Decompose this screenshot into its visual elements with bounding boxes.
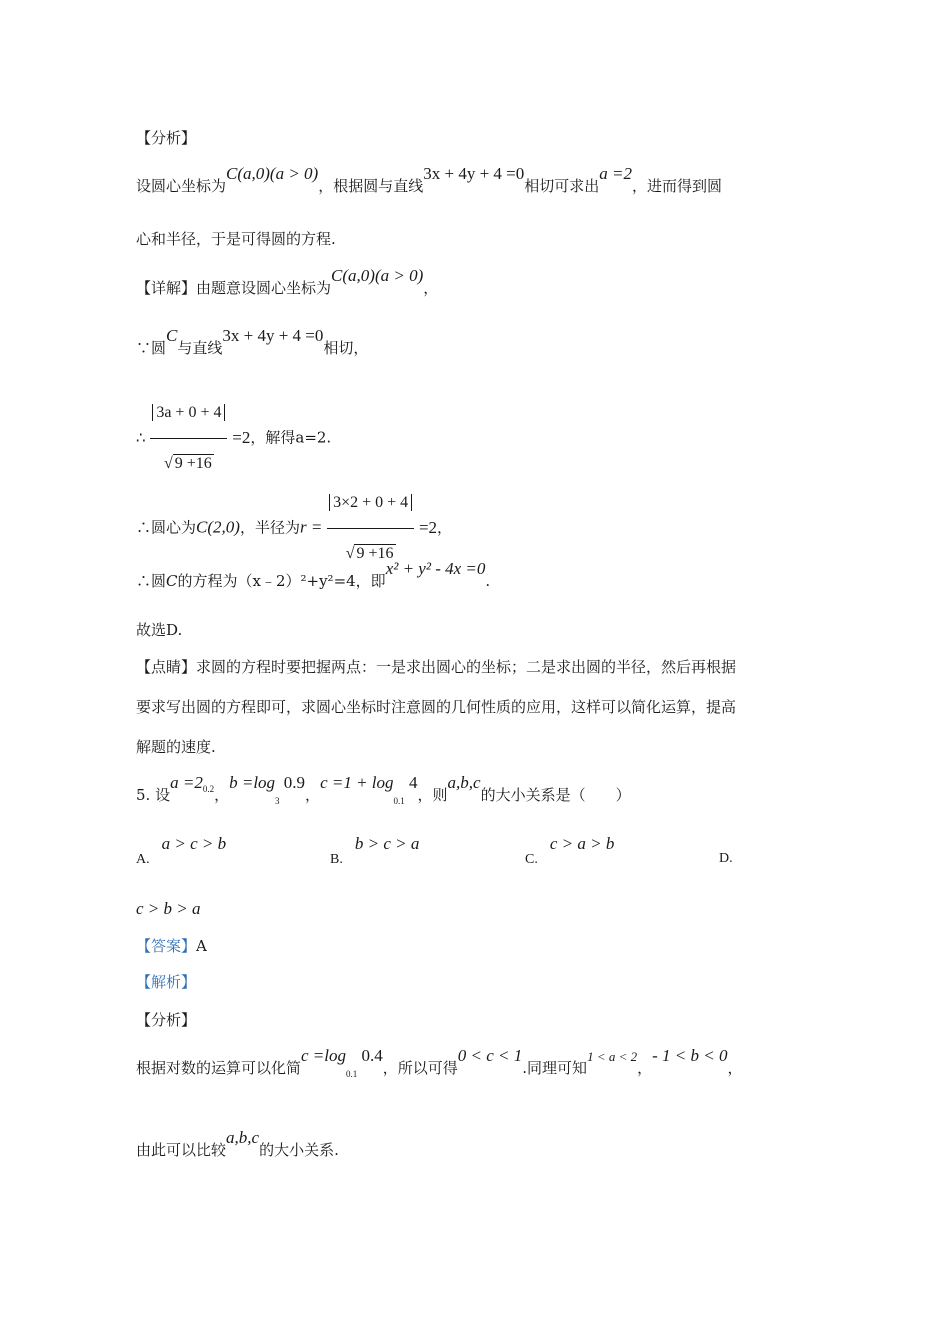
text: ，	[305, 786, 321, 804]
option-c-label: C.	[525, 852, 538, 867]
detail-choice: 故选D.	[136, 621, 183, 639]
math-log-base: 3	[275, 796, 280, 806]
option-d-expr: c > b > a	[136, 899, 201, 918]
detail-line-5	[136, 559, 491, 591]
math-log-base: 0.1	[346, 1069, 358, 1079]
option-b[interactable]	[330, 834, 420, 867]
option-d-expr-line	[136, 899, 201, 919]
distance-fraction: $\frac{3a + 0 + 4}{√ 9 +16}$	[150, 388, 227, 489]
detail-line-3	[136, 388, 331, 489]
fraction-denominator: 9 +16	[356, 545, 394, 562]
option-c-expr: c > a > b	[549, 834, 615, 853]
math-b-range: - 1 < b < 0	[652, 1046, 728, 1065]
therefore-symbol: ∴	[136, 428, 146, 447]
math-r-equals: r =	[299, 517, 323, 537]
math-a-def: a =2	[170, 773, 203, 792]
text: 由题意设圆心坐标为	[196, 279, 332, 297]
math-a-value: a =2	[599, 164, 633, 183]
text: ，半径为	[239, 518, 300, 537]
math-log-base: 0.1	[393, 796, 405, 806]
analysis2-line-1	[136, 1046, 743, 1080]
text: .	[485, 572, 491, 590]
text: ，	[423, 279, 439, 297]
answer-label: 【答案】	[136, 937, 197, 955]
option-b-label: B.	[330, 852, 343, 867]
math-line-eq: 3x + 4y + 4 =0	[423, 164, 525, 183]
text: ∵圆	[136, 339, 167, 357]
question-5	[136, 773, 631, 807]
text: 由此可以比较	[136, 1141, 227, 1159]
fraction-numerator: 3a + 0 + 4	[152, 404, 225, 421]
math-a-range: 1 < a < 2	[587, 1049, 638, 1064]
analysis-line-2: 心和半径，于是可得圆的方程.	[136, 230, 336, 248]
text: ，	[214, 786, 230, 804]
text: .同理可知	[522, 1059, 588, 1077]
text: ，	[637, 1059, 653, 1077]
text: 求圆的方程时要把握两点：一是求出圆心的坐标；二是求出圆的半径，然后再根据	[196, 658, 737, 676]
math-c-log: c =log	[301, 1046, 347, 1065]
math-c-arg: 0.4	[357, 1046, 383, 1065]
option-a[interactable]	[136, 834, 227, 867]
text: ∴圆心为	[136, 518, 197, 537]
math-center: C(2,0)	[196, 517, 240, 537]
math-circle-c: C	[166, 326, 178, 345]
text: 相切可求出	[524, 177, 600, 195]
analysis-line-1	[136, 164, 723, 196]
math-exponent: 0.2	[202, 784, 215, 794]
text: ，	[437, 518, 453, 537]
text: 根据对数的运算可以化简	[136, 1059, 302, 1077]
detail-heading: 【详解】	[136, 279, 197, 297]
math-c-range: 0 < c < 1	[457, 1046, 523, 1065]
math-equals-2: =2	[232, 427, 251, 447]
radius-fraction: $\frac{3\times 2 + 0 + 4}{√ 9 +16}$	[327, 478, 414, 579]
option-a-label: A.	[136, 852, 150, 867]
analysis2-line-2	[136, 1128, 339, 1160]
math-circle-eq: x² + y² - 4x =0	[385, 559, 486, 578]
explain-label: 【解析】	[136, 973, 197, 991]
text: ，进而得到圆	[632, 177, 723, 195]
math-c-arg: 4	[404, 773, 418, 792]
question-number: 5. 设	[136, 786, 171, 804]
text: ，则	[417, 786, 448, 804]
option-d-label-box[interactable]	[719, 848, 733, 867]
detail-line-2	[136, 326, 369, 358]
math-center-coord: C(a,0)(a > 0)	[331, 266, 424, 285]
answer-line	[136, 936, 207, 956]
math-vars: a,b,c	[226, 1128, 260, 1147]
analysis-heading: 【分析】	[136, 129, 197, 147]
comment-heading: 【点睛】	[136, 658, 197, 676]
detail-line-1	[136, 266, 439, 298]
comment-line-3: 解题的速度.	[136, 738, 216, 756]
option-c[interactable]	[525, 834, 615, 867]
text: 与直线	[177, 339, 223, 357]
text: ，所以可得	[382, 1059, 458, 1077]
text: 相切，	[323, 339, 369, 357]
answer-value: A	[196, 937, 207, 955]
text: C	[166, 572, 178, 590]
math-center-coord: C(a,0)(a > 0)	[226, 164, 319, 183]
fraction-denominator: 9 +16	[174, 455, 212, 472]
analysis2-heading: 【分析】	[136, 1011, 197, 1029]
text: 的大小关系.	[259, 1141, 339, 1159]
option-b-expr: b > c > a	[354, 834, 420, 853]
text: a=2.	[295, 428, 332, 447]
option-d-label: D.	[719, 851, 733, 866]
text: 的大小关系是（ ）	[480, 786, 631, 804]
text: 设圆心坐标为	[136, 177, 227, 195]
comment-line-2: 要求写出圆的方程即可，求圆心坐标时注意圆的几何性质的应用，这样可以简化运算，提高	[136, 698, 737, 716]
math-vars: a,b,c	[447, 773, 481, 792]
math-equals-2: =2	[418, 517, 438, 537]
text: 的方程为（x﹣2）²+y²=4，即	[177, 572, 386, 590]
option-a-expr: a > c > b	[161, 834, 227, 853]
text: ，	[727, 1059, 743, 1077]
text: ，根据圆与直线	[318, 177, 424, 195]
text: ，解得	[250, 428, 296, 447]
comment-line-1	[136, 657, 736, 677]
text: ∴圆	[136, 572, 167, 590]
math-c-def: c =1 + log	[320, 773, 394, 792]
math-line-eq: 3x + 4y + 4 =0	[222, 326, 324, 345]
fraction-numerator: 3×2 + 0 + 4	[329, 494, 412, 511]
math-b-def: b =log	[229, 773, 276, 792]
math-b-arg: 0.9	[279, 773, 306, 792]
